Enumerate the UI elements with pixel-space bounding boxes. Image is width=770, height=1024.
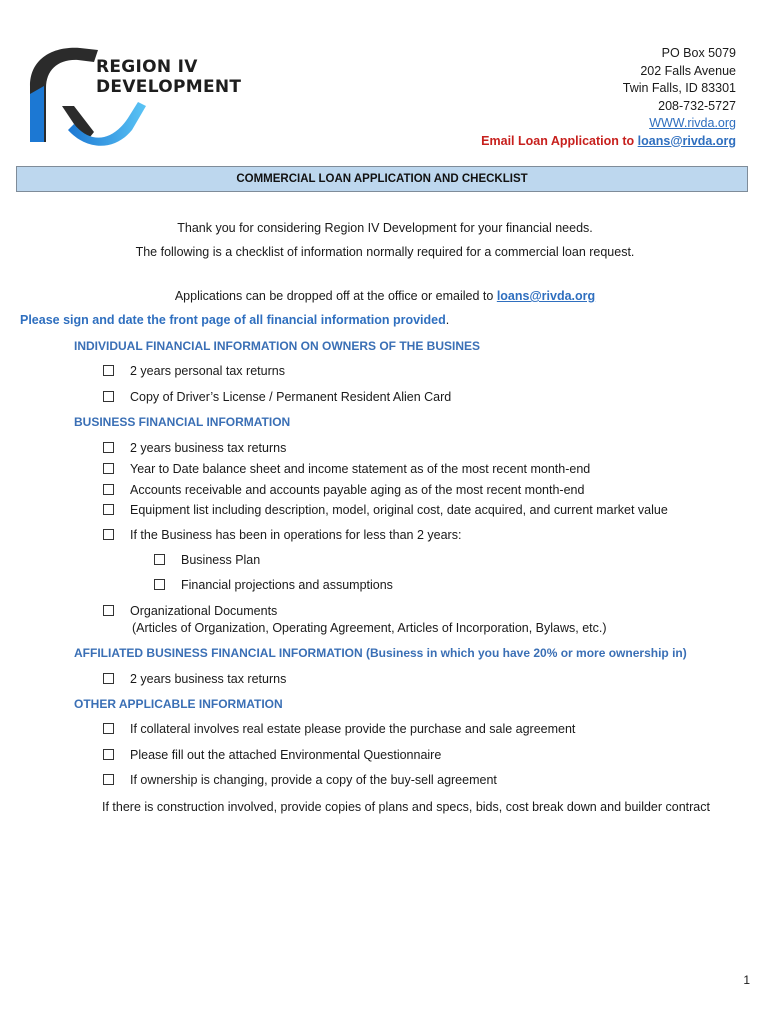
checkbox[interactable] [103, 484, 114, 495]
dropoff-text: Applications can be dropped off at the office or emailed to [174, 289, 497, 303]
phone-number: 208-732-5727 [658, 98, 736, 113]
checklist-item[interactable] [103, 604, 277, 618]
street-address: 202 Falls Avenue [640, 63, 736, 78]
checklist-item[interactable] [103, 390, 451, 404]
checkbox[interactable] [103, 605, 114, 616]
email-application-line [481, 133, 736, 151]
item-label: If the Business has been in operations for less than 2 years: [130, 528, 462, 542]
checkbox[interactable] [103, 463, 114, 474]
instruction-dot: . [445, 313, 450, 327]
item-label: Accounts receivable and accounts payable aging as of the most recent month-end [130, 483, 585, 497]
logo-line-2: DEVELOPMENT [96, 77, 242, 97]
checklist-item[interactable] [103, 528, 461, 542]
checkbox[interactable] [103, 774, 114, 785]
city-state-zip: Twin Falls, ID 83301 [622, 81, 736, 95]
item-label: 2 years business tax returns [130, 441, 287, 455]
po-box: PO Box 5079 [661, 46, 736, 60]
item-label: 2 years personal tax returns [130, 364, 285, 378]
intro-line-1: Thank you for considering Region IV Development for your financial needs. [177, 221, 593, 235]
checklist-subitem[interactable] [154, 553, 260, 567]
item-label: Please fill out the attached Environmental Questionnaire [130, 748, 442, 762]
checklist-item[interactable] [103, 462, 590, 476]
checklist-item[interactable] [103, 441, 286, 455]
item-label: If ownership is changing, provide a copy of the buy-sell agreement [130, 773, 497, 787]
item-label: Copy of Driver’s License / Permanent Resident Alien Card [130, 390, 452, 404]
checkbox[interactable] [103, 749, 114, 760]
checkbox[interactable] [103, 504, 114, 515]
address-block [481, 45, 736, 150]
checkbox[interactable] [154, 554, 165, 565]
checklist-item[interactable] [103, 773, 497, 787]
checklist-item[interactable] [103, 748, 441, 762]
page-number: 1 [743, 973, 750, 987]
email-prefix: Email Loan Application to [481, 133, 638, 148]
section-individual-title: INDIVIDUAL FINANCIAL INFORMATION ON OWNERS OF THE BUSINES [74, 339, 481, 353]
item-label: Financial projections and assumptions [181, 578, 393, 592]
checkbox[interactable] [103, 365, 114, 376]
item-label: If collateral involves real estate please provide the purchase and sale agreement [130, 722, 576, 736]
logo-wordmark [96, 57, 241, 97]
logo-line-1: REGION IV [96, 57, 198, 77]
instruction-text: Please sign and date the front page of all financial information provided [20, 313, 446, 327]
checkbox[interactable] [103, 529, 114, 540]
intro-line-2: The following is a checklist of information normally required for a commercial loan request. [135, 245, 635, 259]
section-affiliated-title: AFFILIATED BUSINESS FINANCIAL INFORMATION (Business in which you have 20% or more ownership in) [74, 646, 687, 660]
checklist-item[interactable] [103, 722, 575, 736]
checklist-item[interactable] [103, 364, 285, 378]
checkbox[interactable] [103, 723, 114, 734]
page-title-banner: COMMERCIAL LOAN APPLICATION AND CHECKLIST [16, 166, 748, 192]
checklist-item[interactable] [103, 483, 584, 497]
website-link[interactable]: WWW.rivda.org [649, 116, 736, 130]
item-label: Equipment list including description, model, original cost, date acquired, and current market value [130, 503, 668, 517]
checkbox[interactable] [103, 442, 114, 453]
checklist-item[interactable] [103, 672, 286, 686]
item-label: Year to Date balance sheet and income statement as of the most recent month-end [130, 462, 591, 476]
org-docs-note: (Articles of Organization, Operating Agreement, Articles of Incorporation, Bylaws, etc.) [132, 621, 607, 635]
checkbox[interactable] [154, 579, 165, 590]
construction-footnote: If there is construction involved, provide copies of plans and specs, bids, cost break down and builder contract [102, 800, 710, 814]
section-business-title: BUSINESS FINANCIAL INFORMATION [74, 415, 291, 429]
checkbox[interactable] [103, 673, 114, 684]
checklist-subitem[interactable] [154, 578, 393, 592]
checkbox[interactable] [103, 391, 114, 402]
email-link[interactable]: loans@rivda.org [637, 133, 736, 148]
dropoff-email-link[interactable]: loans@rivda.org [496, 289, 596, 303]
sign-date-instruction [20, 313, 449, 327]
checklist-item[interactable] [103, 503, 668, 517]
section-other-title: OTHER APPLICABLE INFORMATION [74, 697, 283, 711]
dropoff-line [0, 289, 770, 303]
item-label: 2 years business tax returns [130, 672, 287, 686]
item-label: Business Plan [181, 553, 261, 567]
item-label: Organizational Documents [130, 604, 278, 618]
